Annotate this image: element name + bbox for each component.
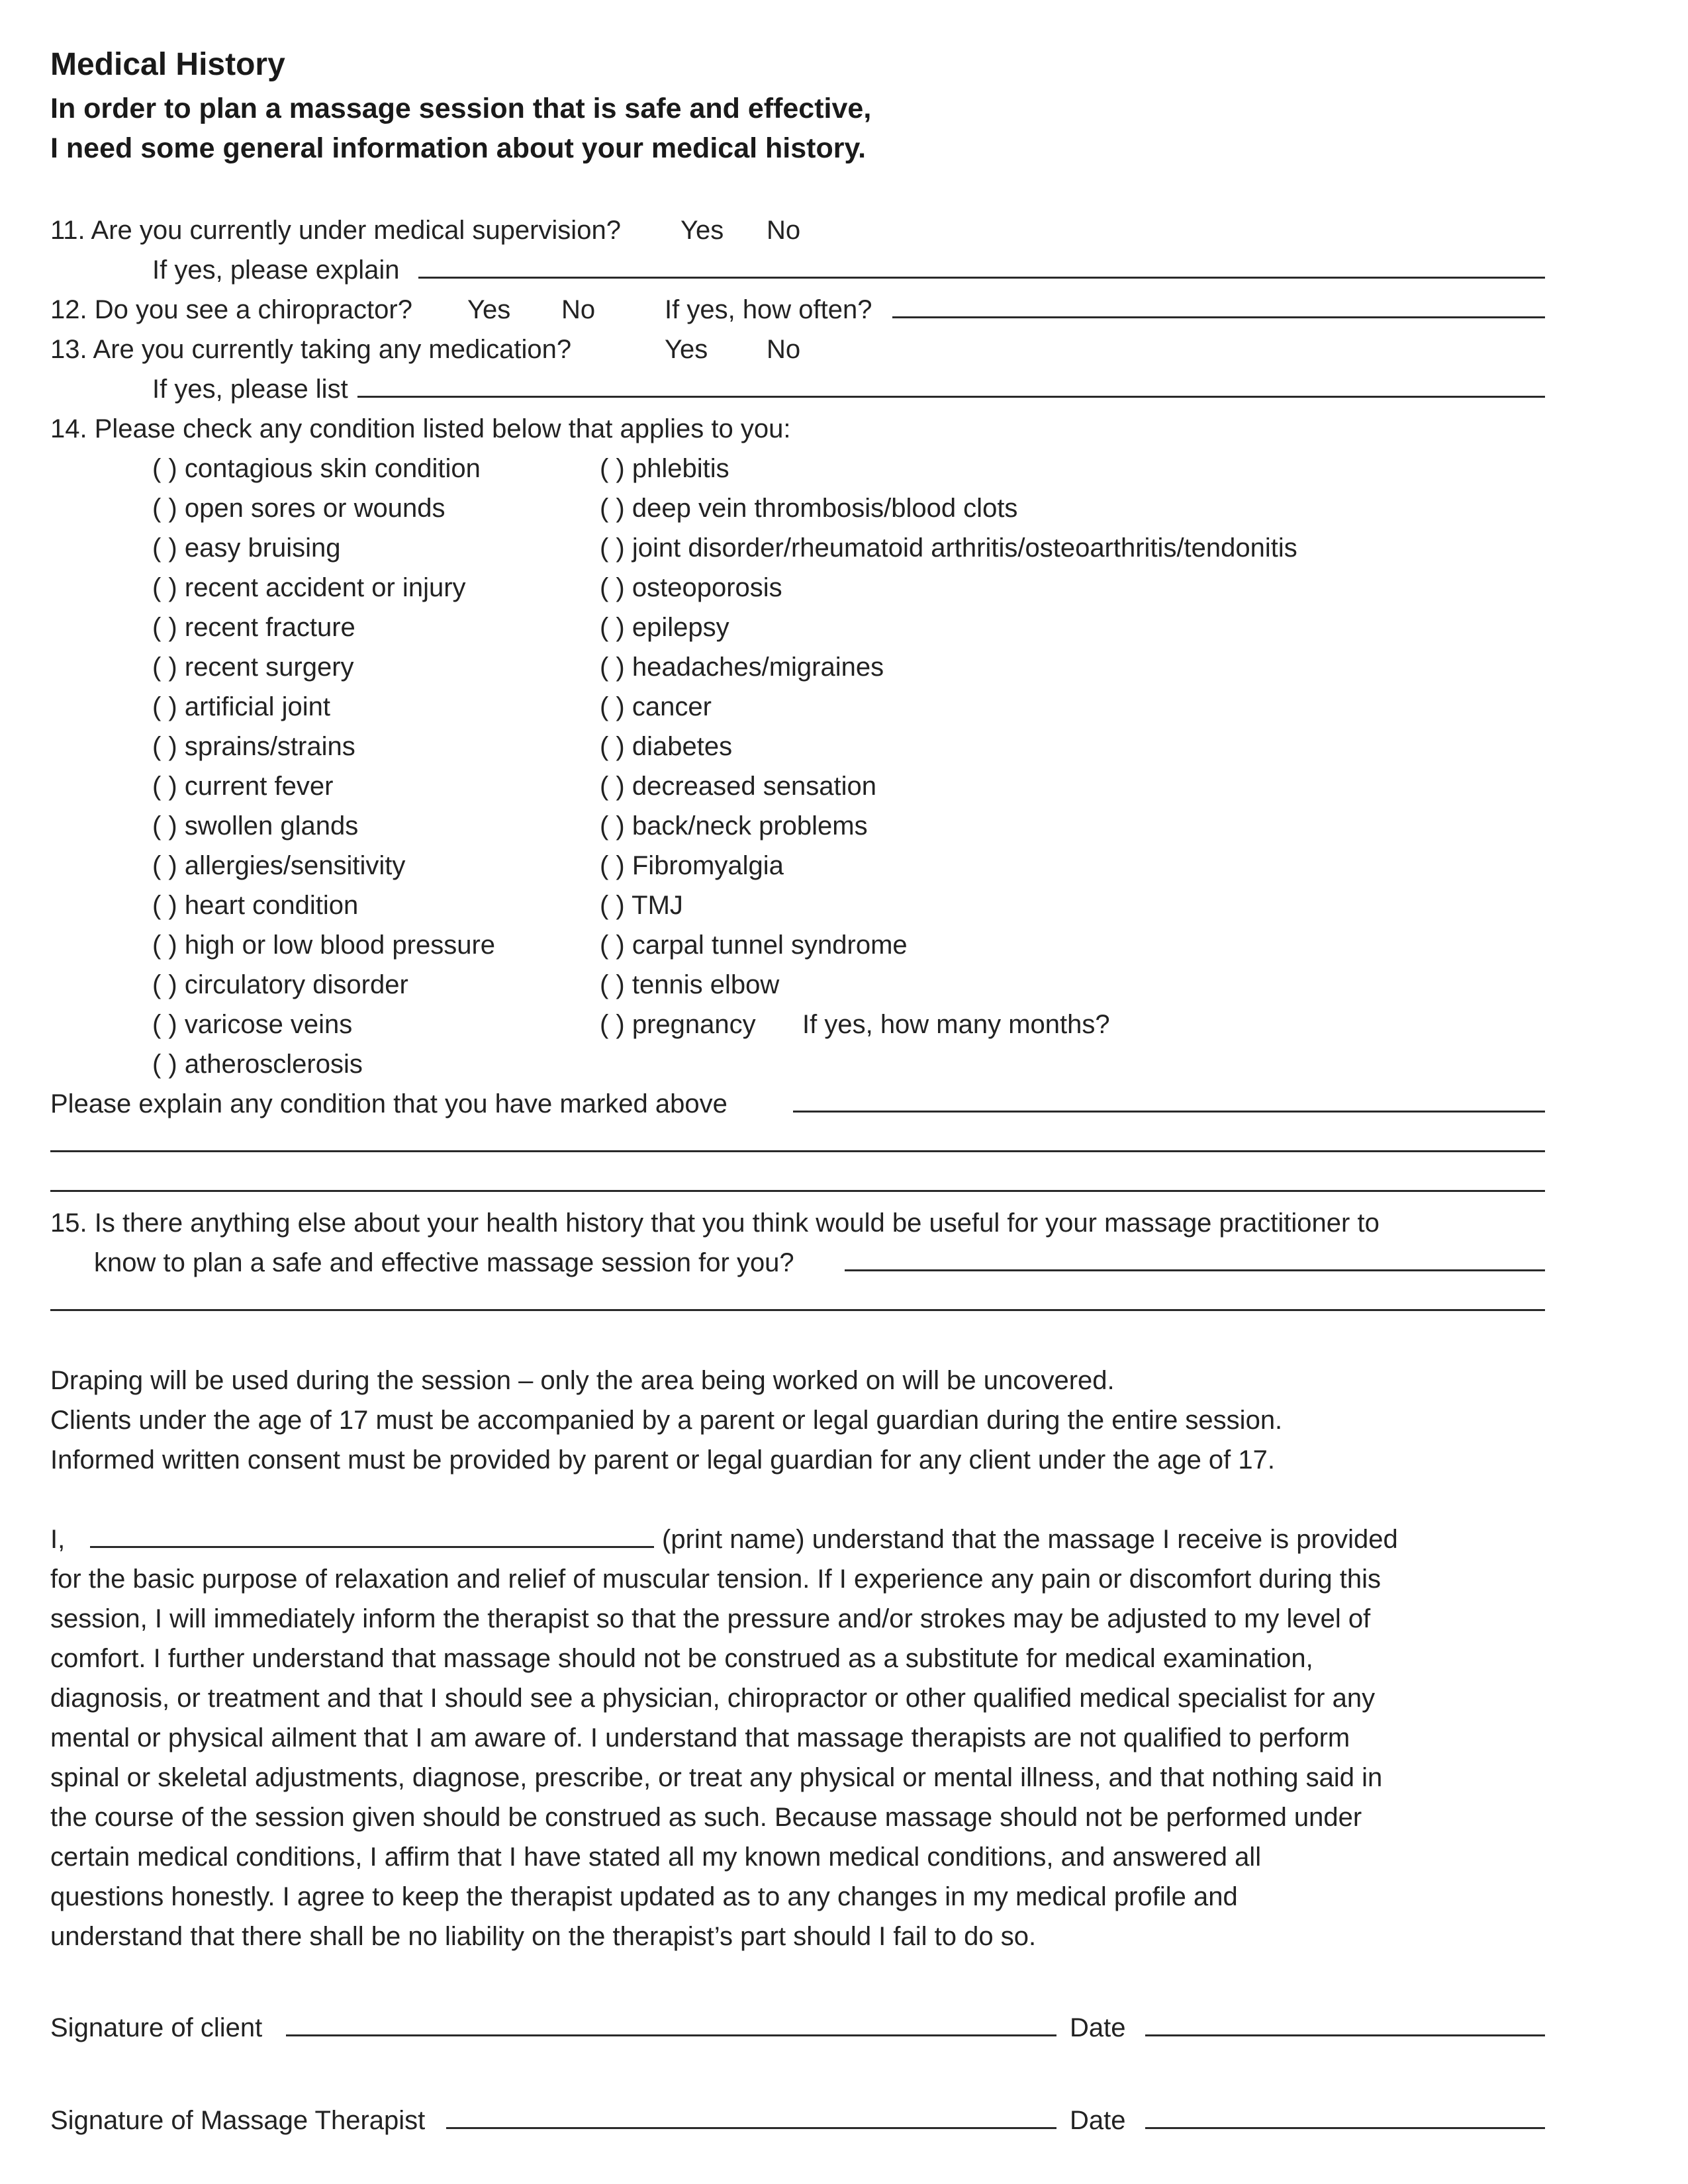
consent-line: for the basic purpose of relaxation and relief of muscular tension. If I experience any pain or discomfort during this [50, 1565, 1381, 1594]
q14-explain-label: Please explain any condition that you have marked above [50, 1089, 727, 1118]
q13-yes-option[interactable]: Yes [665, 335, 708, 364]
consent-line: certain medical conditions, I affirm that I have stated all my known medical conditions, and answered all [50, 1843, 1262, 1872]
condition-left[interactable]: ( ) easy bruising [152, 533, 341, 563]
q12-question: 12. Do you see a chiropractor? [50, 295, 412, 324]
q13-list-line[interactable] [357, 396, 1545, 398]
client-date-line[interactable] [1145, 2034, 1545, 2036]
consent-line: the course of the session given should be construed as such. Because massage should not be performed under [50, 1803, 1362, 1832]
condition-left[interactable]: ( ) recent surgery [152, 653, 354, 682]
q15-question-line-2: know to plan a safe and effective massage session for you? [94, 1248, 794, 1277]
condition-right[interactable]: ( ) pregnancy [600, 1010, 756, 1039]
consent-prefix: I, [50, 1525, 66, 1554]
q14-explain-line[interactable] [50, 1150, 1545, 1152]
condition-left[interactable]: ( ) current fever [152, 772, 334, 801]
condition-left[interactable]: ( ) circulatory disorder [152, 970, 408, 999]
condition-right[interactable]: ( ) cancer [600, 692, 712, 721]
condition-left[interactable]: ( ) open sores or wounds [152, 494, 445, 523]
note-minor-accompanied: Clients under the age of 17 must be accompanied by a parent or legal guardian during the entire session. [50, 1406, 1283, 1435]
condition-right[interactable]: ( ) headaches/migraines [600, 653, 884, 682]
q13-question: 13. Are you currently taking any medication? [50, 335, 572, 364]
condition-left[interactable]: ( ) varicose veins [152, 1010, 353, 1039]
condition-left[interactable]: ( ) high or low blood pressure [152, 931, 496, 960]
condition-right[interactable]: ( ) tennis elbow [600, 970, 780, 999]
condition-right[interactable]: ( ) TMJ [600, 891, 683, 920]
q11-explain-line[interactable] [418, 277, 1545, 279]
condition-right[interactable]: ( ) decreased sensation [600, 772, 877, 801]
q14-question: 14. Please check any condition listed below that applies to you: [50, 414, 791, 443]
page-title: Medical History [50, 47, 285, 82]
client-date-label: Date [1070, 2013, 1126, 2042]
condition-left[interactable]: ( ) heart condition [152, 891, 359, 920]
condition-right[interactable]: ( ) back/neck problems [600, 811, 868, 841]
print-name-line[interactable] [90, 1546, 654, 1548]
consent-line: spinal or skeletal adjustments, diagnose, prescribe, or treat any physical or mental illness, and that nothing said in [50, 1763, 1383, 1792]
note-draping: Draping will be used during the session – only the area being worked on will be uncovered. [50, 1366, 1115, 1395]
q12-often-label: If yes, how often? [665, 295, 872, 324]
condition-left[interactable]: ( ) swollen glands [152, 811, 359, 841]
consent-line: mental or physical ailment that I am aware of. I understand that massage therapists are not qualified to perform [50, 1723, 1350, 1752]
condition-left[interactable]: ( ) atherosclerosis [152, 1050, 363, 1079]
therapist-signature-label: Signature of Massage Therapist [50, 2106, 426, 2135]
condition-right[interactable]: ( ) diabetes [600, 732, 733, 761]
condition-left[interactable]: ( ) artificial joint [152, 692, 330, 721]
client-signature-label: Signature of client [50, 2013, 263, 2042]
page-subtitle-line-1: In order to plan a massage session that is safe and effective, [50, 93, 872, 124]
condition-right[interactable]: ( ) epilepsy [600, 613, 729, 642]
q15-answer-line[interactable] [845, 1269, 1545, 1271]
consent-line: understand that there shall be no liability on the therapist’s part should I fail to do so. [50, 1922, 1037, 1951]
q11-explain-label: If yes, please explain [152, 255, 400, 285]
q11-question: 11. Are you currently under medical supervision? [50, 216, 621, 245]
q15-question-line-1: 15. Is there anything else about your health history that you think would be useful for your massage practitioner to [50, 1208, 1380, 1238]
q13-no-option[interactable]: No [767, 335, 801, 364]
page-subtitle-line-2: I need some general information about your medical history. [50, 132, 867, 164]
client-signature-line[interactable] [286, 2034, 1056, 2036]
condition-left[interactable]: ( ) recent fracture [152, 613, 355, 642]
condition-left[interactable]: ( ) sprains/strains [152, 732, 355, 761]
q15-answer-line[interactable] [50, 1309, 1545, 1311]
q12-yes-option[interactable]: Yes [467, 295, 511, 324]
q12-no-option[interactable]: No [561, 295, 596, 324]
condition-right[interactable]: ( ) osteoporosis [600, 573, 782, 602]
q11-no-option[interactable]: No [767, 216, 801, 245]
condition-left[interactable]: ( ) contagious skin condition [152, 454, 481, 483]
pregnancy-months-label: If yes, how many months? [802, 1010, 1110, 1039]
q14-explain-line[interactable] [793, 1111, 1545, 1113]
consent-line: session, I will immediately inform the therapist so that the pressure and/or strokes may be adjusted to my level of [50, 1604, 1371, 1633]
therapist-date-label: Date [1070, 2106, 1126, 2135]
condition-right[interactable]: ( ) joint disorder/rheumatoid arthritis/osteoarthritis/tendonitis [600, 533, 1297, 563]
q14-explain-line[interactable] [50, 1190, 1545, 1192]
consent-print-name-text: (print name) understand that the massage I receive is provided [662, 1525, 1398, 1554]
condition-right[interactable]: ( ) phlebitis [600, 454, 729, 483]
condition-left[interactable]: ( ) allergies/sensitivity [152, 851, 406, 880]
consent-line: comfort. I further understand that massage should not be construed as a substitute for medical examination, [50, 1644, 1313, 1673]
q13-list-label: If yes, please list [152, 375, 348, 404]
condition-right[interactable]: ( ) Fibromyalgia [600, 851, 784, 880]
consent-line: questions honestly. I agree to keep the therapist updated as to any changes in my medical profile and [50, 1882, 1238, 1911]
therapist-date-line[interactable] [1145, 2127, 1545, 2129]
q12-often-line[interactable] [892, 316, 1545, 318]
condition-right[interactable]: ( ) deep vein thrombosis/blood clots [600, 494, 1018, 523]
q11-yes-option[interactable]: Yes [680, 216, 724, 245]
therapist-signature-line[interactable] [446, 2127, 1056, 2129]
note-minor-consent: Informed written consent must be provided by parent or legal guardian for any client under the age of 17. [50, 1445, 1275, 1475]
condition-right[interactable]: ( ) carpal tunnel syndrome [600, 931, 908, 960]
condition-left[interactable]: ( ) recent accident or injury [152, 573, 466, 602]
consent-line: diagnosis, or treatment and that I should see a physician, chiropractor or other qualified medical specialist for any [50, 1684, 1376, 1713]
